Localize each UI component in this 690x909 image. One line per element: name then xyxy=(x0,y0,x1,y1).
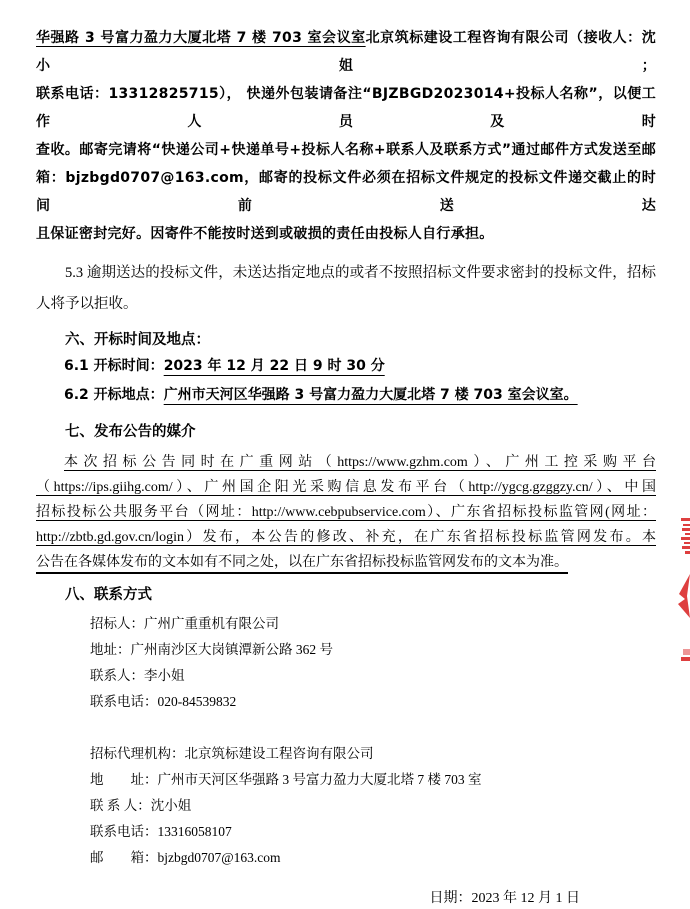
agency-contact-block xyxy=(36,741,656,871)
bid-opening-time-label: 6.1 开标时间： xyxy=(64,358,164,374)
bid-opening-place-line xyxy=(36,381,656,410)
tenderer-contact-block xyxy=(36,611,656,715)
seal-lower-fragment xyxy=(681,649,690,661)
agency-address-line: 地 址：广州市天河区华强路 3 号富力盈力大厦北塔 7 楼 703 室 xyxy=(90,772,482,787)
tenderer-address-line: 地址：广州南沙区大岗镇潭新公路 362 号 xyxy=(90,642,333,657)
paragraph-line: http://zbtb.gd.gov.cn/login）发布，本公告的修改、补充，在广东省招标投标监管网发布。本 xyxy=(36,530,656,545)
paragraph-line: 人将予以拒收。 xyxy=(36,296,138,312)
paragraph-line xyxy=(36,24,656,80)
section8-heading: 八、联系方式 xyxy=(65,587,152,603)
agency-name-text: 北京筑标建设工程咨询有限公司（接收人：沈小姐； xyxy=(36,30,657,74)
tenderer-phone-line: 联系电话：020-84539832 xyxy=(90,694,237,709)
mailing-instructions-paragraph xyxy=(36,24,656,248)
bid-opening-place-label: 6.2 开标地点： xyxy=(64,387,164,403)
publication-media-paragraph xyxy=(36,450,656,575)
paragraph-line: 5.3 逾期送达的投标文件，未送达指定地点的或者不按照招标文件要求密封的投标文件，招标 xyxy=(65,265,656,281)
document-content xyxy=(36,24,656,909)
seal-star-fragment xyxy=(678,574,690,618)
section6-heading: 六、开标时间及地点： xyxy=(65,332,210,348)
bid-opening-time-value: 2023 年 12 月 22 日 9 时 30 分 xyxy=(163,358,385,374)
paragraph-line xyxy=(36,550,656,575)
paragraph-line: 招标投标公共服务平台（网址：http://www.cebpubservice.com）、广东省招标投标监管网(网址： xyxy=(36,505,656,520)
authoritative-text-clause: 公告在各媒体发布的文本如有不同之处，以在广东省招标投标监管网发布的文本为准。 xyxy=(36,555,568,574)
paragraph-line: 且保证密封完好。因寄件不能按时送到或破损的责任由投标人自行承担。 xyxy=(36,226,494,242)
bid-opening-place-value: 广州市天河区华强路 3 号富力盈力大厦北塔 7 楼 703 室会议室。 xyxy=(163,387,578,403)
agency-contact-person-line: 联 系 人：沈小姐 xyxy=(90,798,192,813)
paragraph-line: （https://ips.giihg.com/）、广州国企阳光采购信息发布平台（http://ygcg.gzggzy.cn/）、中国 xyxy=(36,480,656,495)
delivery-address-underlined: 华强路 3 号富力盈力大厦北塔 7 楼 703 室会议室 xyxy=(36,30,366,46)
paragraph-line: 联系电话：13312825715）， 快递外包装请备注“BJZBGD2023014+投标人名称”，以便工作人员及时 xyxy=(36,86,656,130)
paragraph-line: 本次招标公告同时在广重网站（https://www.gzhm.com）、广州工控采购平台 xyxy=(64,455,656,470)
agency-email-line: 邮 箱：bjzbgd0707@163.com xyxy=(90,850,281,865)
bid-opening-time-line xyxy=(36,352,656,381)
paragraph-line: 箱：bjzbgd0707@163.com，邮寄的投标文件必须在招标文件规定的投标文件递交截止的时间前送达 xyxy=(36,170,656,214)
red-seal-fragments xyxy=(678,510,690,670)
seal-character-fragment xyxy=(681,518,690,554)
document-date: 日期：2023 年 12 月 1 日 xyxy=(429,891,580,906)
tenderer-contact-person-line: 联系人：李小姐 xyxy=(90,668,185,683)
clause-5-3-paragraph xyxy=(36,258,656,320)
section7-heading: 七、发布公告的媒介 xyxy=(65,424,196,440)
agency-phone-line: 联系电话：13316058107 xyxy=(90,824,232,839)
paragraph-line: 查收。邮寄完请将“快递公司+快递单号+投标人名称+联系人及联系方式”通过邮件方式发送至邮 xyxy=(36,142,656,158)
tenderer-name-line: 招标人：广州广重重机有限公司 xyxy=(90,616,279,631)
agency-name-line: 招标代理机构：北京筑标建设工程咨询有限公司 xyxy=(90,746,374,761)
